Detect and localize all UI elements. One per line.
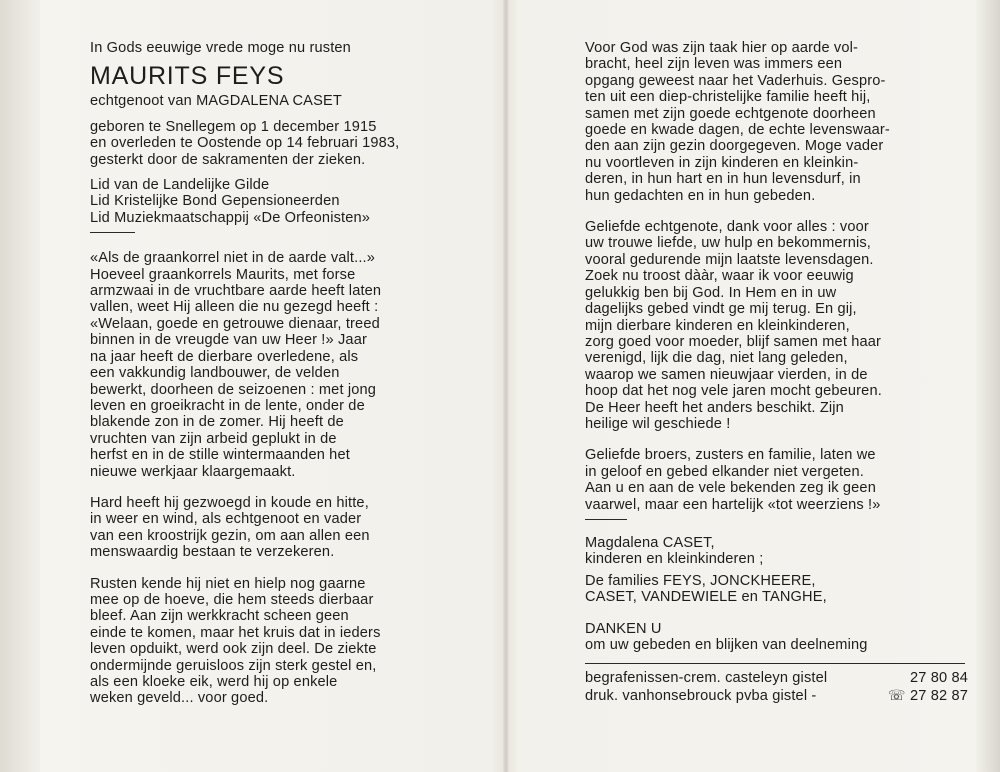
signer-line: CASET, VANDEWIELE en TANGHE,: [585, 589, 827, 606]
printer-phone-group: [888, 687, 980, 704]
text-line: «Welaan, goede en getrouwe dienaar, treed: [90, 315, 380, 332]
text-line: een vakkundig landbouwer, de velden: [90, 365, 340, 382]
text-line: in geloof en gebed elkander niet vergeten.: [585, 463, 864, 480]
signer-line: Magdalena CASET,: [585, 534, 715, 551]
thanks-block: [585, 621, 980, 654]
text-line: vruchten van zijn arbeid geplukt in de: [90, 430, 337, 447]
text-line: hoop dat het nog vele jaren mocht gebeuren.: [585, 383, 882, 400]
signers-families: [585, 573, 980, 606]
text-line: heilige wil geschiede !: [585, 415, 731, 432]
membership-line: Lid Muziekmaatschappij «De Orfeonisten»: [90, 209, 371, 226]
paragraph-life: [585, 40, 980, 204]
text-line: leven opduikt, werd ook zijn deel. De ziekte: [90, 641, 377, 658]
text-line: Zoek nu troost dààr, waar ik voor eeuwig: [585, 268, 854, 285]
memberships-block: [90, 177, 490, 233]
text-line: ondermijnde geruisloos zijn sterk gestel en,: [90, 657, 377, 674]
telephone-icon: ☏: [887, 686, 906, 703]
membership-line: Lid van de Landelijke Gilde: [90, 177, 270, 194]
deceased-name: MAURITS FEYS: [90, 62, 285, 91]
footer-credits: [585, 670, 980, 704]
text-line: armzwaai in de vruchtbare aarde heeft laten: [90, 283, 382, 300]
text-line: De Heer heeft het anders beschikt. Zijn: [585, 399, 844, 416]
text-line: blakende zon in de zomer. Hij heeft de: [90, 414, 344, 431]
text-line: bleef. Aan zijn werkkracht scheen geen: [90, 608, 349, 625]
text-line: Hard heeft hij gezwoegd in koude en hitte,: [90, 494, 369, 511]
text-line: na jaar heeft de dierbare overledene, als: [90, 348, 359, 365]
text-line: weken geveld... voor goed.: [90, 690, 269, 707]
text-line: mijn dierbare kinderen en kleinkinderen,: [585, 317, 850, 334]
text-line: en overleden te Oostende op 14 februari 1983,: [90, 135, 400, 152]
signers-spouse: [585, 535, 980, 568]
funeral-home-line: [585, 670, 980, 686]
text-line: samen met zijn goede echtgenote doorheen: [585, 105, 876, 122]
text-line: den aan zijn gezin doorgegeven. Moge vader: [585, 138, 884, 155]
text-line: Aan u en aan de vele bekenden zeg ik geen: [585, 480, 876, 497]
printer: druk. vanhonsebrouck pvba gistel -: [585, 687, 817, 704]
thanks-line: om uw gebeden en blijken van deelneming: [585, 637, 868, 653]
text-line: Geliefde echtgenote, dank voor alles : voor: [585, 219, 869, 236]
text-line: bewerkt, doorheen de seizoenen : met jong: [90, 381, 377, 398]
text-line: hun gedachten en in hun gebeden.: [585, 187, 816, 204]
text-line: in weer en wind, als echtgenoot en vader: [90, 511, 362, 528]
footer-divider: [585, 663, 965, 664]
text-line: menswaardig bestaan te verzekeren.: [90, 544, 335, 561]
text-line: einde te komen, maar het kruis dat in ieders: [90, 624, 381, 641]
paragraph-illness: [90, 576, 490, 707]
birth-death-block: [90, 119, 490, 168]
thanks-title: DANKEN U: [585, 620, 662, 637]
text-line: deren, in hun hart en in hun levensdurf, in: [585, 171, 861, 188]
text-line: vooral gedurende mijn laatste levensdagen.: [585, 251, 874, 268]
spouse-line: echtgenoot van MAGDALENA CASET: [90, 93, 342, 110]
text-line: gesterkt door de sakramenten der zieken.: [90, 151, 366, 168]
funeral-phone: 27 80 84: [909, 670, 968, 687]
text-line: «Als de graankorrel niet in de aarde valt...»: [90, 250, 376, 267]
text-line: Hoeveel graankorrels Maurits, met forse: [90, 266, 356, 283]
text-line: ten uit een diep-christelijke familie heeft hij,: [585, 89, 871, 106]
text-line: nu voortleven in zijn kinderen en kleinkin-: [585, 154, 859, 171]
text-line: vaarwel, maar een hartelijk «tot weerziens !»: [585, 496, 881, 513]
paragraph-labour: [90, 495, 490, 561]
printer-line: [585, 687, 980, 704]
text-line: Voor God was zijn taak hier op aarde vol-: [585, 40, 859, 56]
text-line: zorg goed voor moeder, blijf samen met haar: [585, 333, 882, 350]
text-line: geboren te Snellegem op 1 december 1915: [90, 118, 377, 135]
signer-line: kinderen en kleinkinderen ;: [585, 551, 764, 568]
text-line: nieuwe werkjaar klaargemaakt.: [90, 463, 296, 480]
text-line: goede en kwade dagen, de echte levenswaar-: [585, 122, 890, 139]
scan-edge-left: [0, 0, 40, 772]
funeral-home: begrafenissen-crem. casteleyn gistel: [585, 670, 828, 687]
text-line: bracht, heel zijn leven was immers een: [585, 56, 843, 73]
paragraph-harvest: [90, 250, 490, 480]
text-line: mee op de hoeve, die hem steeds dierbaar: [90, 591, 374, 608]
membership-line: Lid Kristelijke Bond Gepensioneerden: [90, 193, 340, 210]
text-line: Rusten kende hij niet en hielp nog gaarne: [90, 575, 366, 592]
text-line: opgang geweest naar het Vaderhuis. Gespro-: [585, 72, 886, 89]
text-line: leven en groeikracht in de lente, onder de: [90, 397, 365, 414]
left-page: [90, 40, 490, 707]
signer-line: De families FEYS, JONCKHEERE,: [585, 572, 816, 589]
text-line: Geliefde broers, zusters en familie, laten we: [585, 447, 876, 464]
text-line: vallen, weet Hij alleen die nu gezegd heeft :: [90, 299, 379, 316]
printer-phone: 27 82 87: [909, 687, 968, 704]
paragraph-spouse: [585, 219, 980, 432]
right-page: [585, 40, 980, 704]
text-line: als een kloeke eik, werd hij op enkele: [90, 674, 338, 690]
text-line: binnen in de vreugde van uw Heer !» Jaar: [90, 332, 367, 349]
text-line: uw trouwe liefde, uw hulp en bekommernis,: [585, 235, 872, 252]
text-line: gelukkig ben bij God. In Hem en in uw: [585, 284, 837, 301]
text-line: van een kroostrijk gezin, om aan allen een: [90, 527, 370, 544]
intro-line: In Gods eeuwige vrede moge nu rusten: [90, 40, 351, 56]
text-line: dagelijks gebed vindt ge mij terug. En gij,: [585, 301, 857, 318]
text-line: herfst en in de stille wintermaanden het: [90, 447, 350, 464]
paragraph-family: [585, 447, 980, 520]
text-line: waarop we samen nieuwjaar vierden, in de: [585, 366, 868, 383]
center-fold: [503, 0, 509, 772]
text-line: verenigd, lijk die dag, niet lang geleden,: [585, 350, 848, 367]
